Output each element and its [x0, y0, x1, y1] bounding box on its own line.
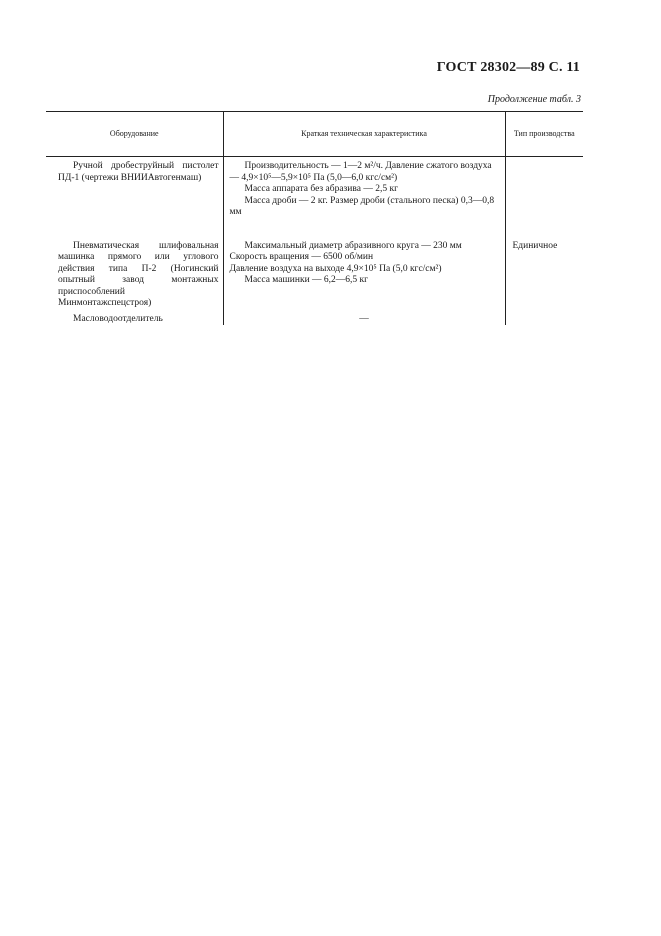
table-row — [46, 157, 583, 219]
spec-line: Масса дроби — 2 кг. Размер дроби (стального песка) 0,3—0,8 мм — [229, 195, 495, 217]
table-row — [46, 310, 583, 326]
row-spacer — [46, 219, 583, 237]
equipment-table-container — [46, 111, 583, 325]
production-type-cell: Единичное — [505, 237, 583, 310]
equipment-name: Масловодоотделитель — [73, 313, 163, 324]
specs-cell — [223, 157, 505, 219]
production-type-cell — [505, 157, 583, 219]
spec-dash: — — [359, 313, 369, 324]
table-row — [46, 237, 583, 310]
spec-line: Производительность — 1—2 м²/ч. Давление сжатого воздуха — 4,9×10⁵—5,9×10⁵ Па (5,0—6,0 кгс/см²) — [229, 161, 492, 183]
equipment-cell — [46, 237, 223, 310]
spec-line: Максимальный диаметр абразивного круга — 230 мм — [244, 240, 462, 251]
spec-line: Масса машинки — 6,2—6,5 кг — [244, 275, 369, 285]
spec-line: Давление воздуха на выходе 4,9×10⁵ Па (5,0 кгс/см²) — [229, 263, 442, 274]
table-header-row — [46, 112, 583, 157]
table-continuation-label: Продолжение табл. 3 — [487, 94, 581, 105]
equipment-cell — [46, 157, 223, 219]
equipment-name: Пневматическая шлифовальная машинка прямого или углового действия типа П-2 (Ногинский опытный завод монтажных приспособлений Минмонтажспецстроя) — [58, 240, 219, 308]
spec-line: Скорость вращения — 6500 об/мин — [229, 252, 374, 262]
specs-cell — [223, 237, 505, 310]
column-header-specs: Краткая техническая характеристика — [223, 112, 505, 157]
page-header: ГОСТ 28302—89 С. 11 — [436, 60, 580, 75]
spec-line: Масса аппарата без абразива — 2,5 кг — [244, 184, 398, 194]
production-type-cell — [505, 310, 583, 326]
equipment-name: Ручной дробеструйный пистолет ПД-1 (чертежи ВНИИАвтогенмаш) — [58, 161, 219, 183]
column-header-equipment: Оборудование — [109, 129, 159, 139]
equipment-table — [46, 111, 583, 325]
column-header-production-type: Тип производства — [505, 112, 583, 157]
specs-cell — [223, 310, 505, 326]
equipment-cell — [46, 310, 223, 326]
